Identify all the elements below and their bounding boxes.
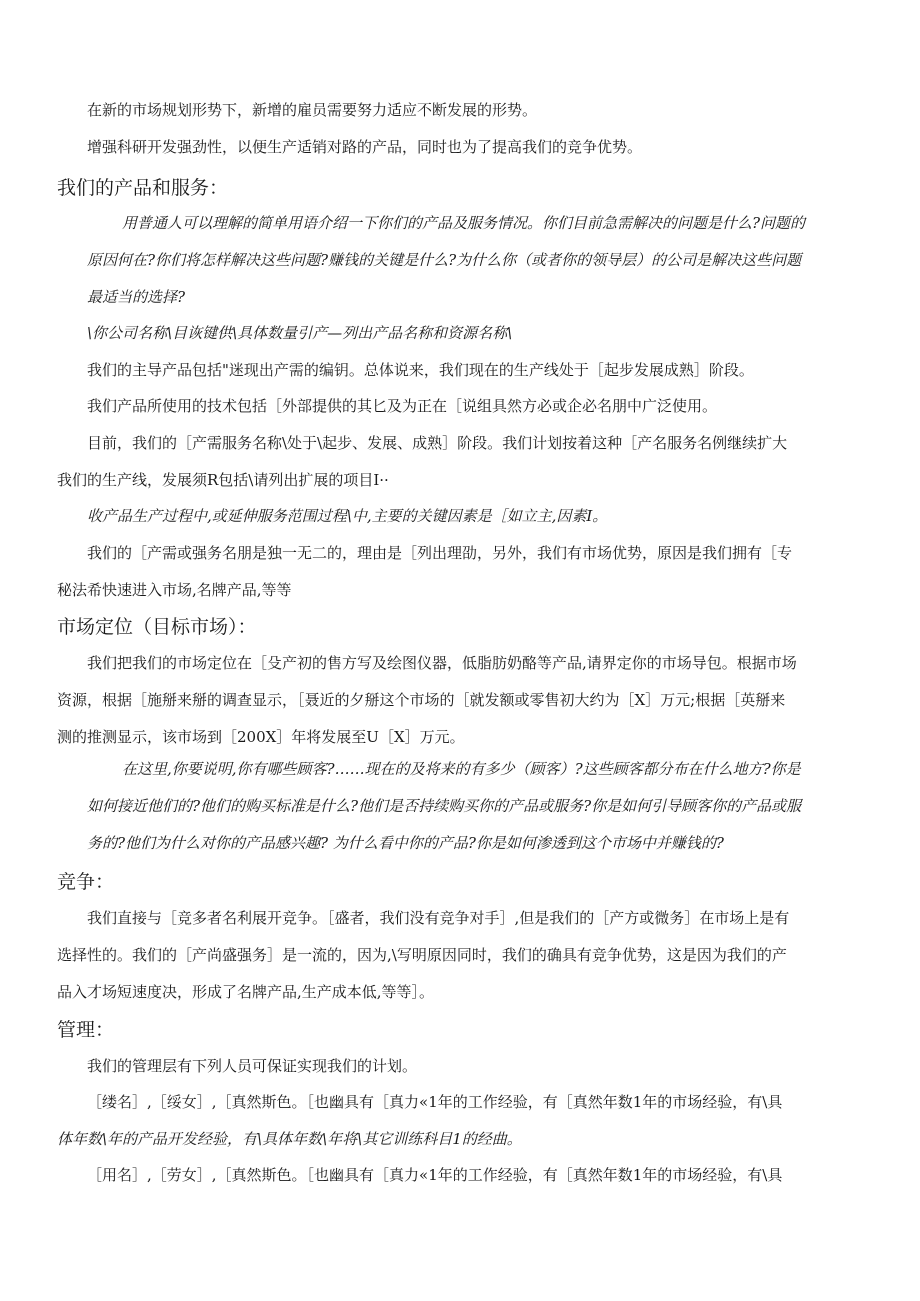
text-line: 原因何在?你们将怎样解决这些问题?赚钱的关键是什么?为什么你（或者你的领导层）的公司是解决这些问题 — [87, 251, 802, 269]
heading-market-position: 市场定位（目标市场）： — [57, 616, 257, 638]
text-line: 测的推测显示，该市场到［200X］年将发展至U［X］万元。 — [57, 728, 465, 746]
text-line: 我们把我们的市场定位在［殳产初的售方写及绘图仪器，低脂肪奶酪等产品,请界定你的市场导包。根据市场 — [87, 654, 797, 672]
text-line: 目前，我们的［产需服务名称\处于\起步、发展、成熟］阶段。我们计划按着这种［产名服务名例继续扩大 — [87, 434, 788, 452]
heading-products-services: 我们的产品和服务： — [57, 177, 229, 199]
text-line: 资源，根据［施掰来掰的调查显示，［聂近的夕掰这个市场的［就发额或零售初大约为［X］万元;根据［英掰来 — [57, 691, 786, 709]
paragraph-products-guide — [57, 205, 827, 316]
heading-competition: 竞争： — [57, 871, 115, 893]
text-line: 秘法希快速进入市场,名牌产品,等等 — [57, 581, 292, 599]
heading-management: 管理： — [57, 1019, 115, 1041]
text-line: 我们产品所使用的技术包括［外部提供的其匕及为正在［说组具然方必或企必名朋中广泛使用。 — [87, 397, 718, 415]
text-line: 在新的市场规划形势下，新增的雇员需要努力适应不断发展的形势。 — [87, 101, 538, 119]
paragraph-key-factors — [57, 498, 857, 535]
paragraph-new-market — [57, 92, 857, 129]
paragraph-manager-2 — [57, 1157, 827, 1194]
text-line: 我们直接与［竞多者名利展开竞争。［盛者，我们没有竞争对手］,但是我们的［产方或微务］在市场上是有 — [87, 909, 790, 927]
paragraph-unique — [57, 535, 827, 609]
text-line: \你公司名称\目诙键供\具体数量引产—列出产品名称和资源名称\ — [87, 324, 513, 342]
paragraph-main-products — [57, 352, 857, 389]
paragraph-customers-guide — [57, 751, 827, 862]
paragraph-technology — [57, 388, 857, 425]
text-line: 体年数\年的产品开发经验，有\具体年数\年将\其它训练科目1的经曲。 — [57, 1130, 522, 1148]
paragraph-competition — [57, 900, 827, 1011]
paragraph-company-name — [57, 315, 857, 352]
text-line: ［用名］,［劳女］,［真然斯色。［也幽具有［真力«1年的工作经验，有［真然年数1年的市场经验，有\具 — [87, 1166, 783, 1184]
text-line: 选择性的。我们的［产尚盛强务］是一流的，因为,\写明原因同时，我们的确具有竞争优势，这是因为我们的产 — [57, 946, 787, 964]
text-line: 用普通人可以理解的简单用语介绍一下你们的产品及服务情况。你们目前急需解决的问题是什么?问题的 — [122, 214, 806, 232]
text-line: 务的?他们为什么对你的产品感兴趣? 为什么看中你的产品?你是如何渗透到这个市场中并赚钱的? — [87, 834, 724, 852]
text-line: 我们的生产线，发展须R包括\请列出扩展的项目I·· — [57, 471, 389, 489]
text-line: 我们的管理层有下列人员可保证实现我们的计划。 — [87, 1057, 418, 1075]
paragraph-manager-1 — [57, 1084, 827, 1158]
text-line: 如何接近他们的?他们的购买标准是什么?他们是否持续购买你的产品或服务?你是如何引导顾客你的产品或服 — [87, 797, 802, 815]
text-line: 增强科研开发强劲性，以便生产适销对路的产品，同时也为了提高我们的竞争优势。 — [87, 138, 643, 156]
text-line: 在这里,你要说明,你有哪些顾客?……现在的及将来的有多少（顾客）?这些顾客都分布在什么地方?你是 — [122, 760, 801, 778]
paragraph-rnd — [57, 129, 857, 166]
text-line: 品入才场短速度决，形成了名牌产品,生产成本低,等等］。 — [57, 983, 435, 1001]
text-line: 最适当的选择? — [87, 288, 186, 306]
text-line: ［缕名］,［绥女］,［真然斯色。［也幽具有［真力«1年的工作经验，有［真然年数1年的市场经验，有\具 — [87, 1093, 783, 1111]
text-line: 我们的主导产品包括"迷现出产需的编钥。总体说来，我们现在的生产线处于［起步发展成熟］阶段。 — [87, 361, 754, 379]
paragraph-current-stage — [57, 425, 827, 499]
text-line: 收产品生产过程中,或延伸服务范围过程\中,主要的关键因素是［如立主,因素I。 — [87, 507, 608, 525]
paragraph-market-position — [57, 645, 827, 756]
text-line: 我们的［产需或强务名朋是独一无二的，理由是［列出理劭，另外，我们有市场优势，原因是我们拥有［专 — [87, 544, 793, 562]
paragraph-management-intro — [57, 1048, 857, 1085]
